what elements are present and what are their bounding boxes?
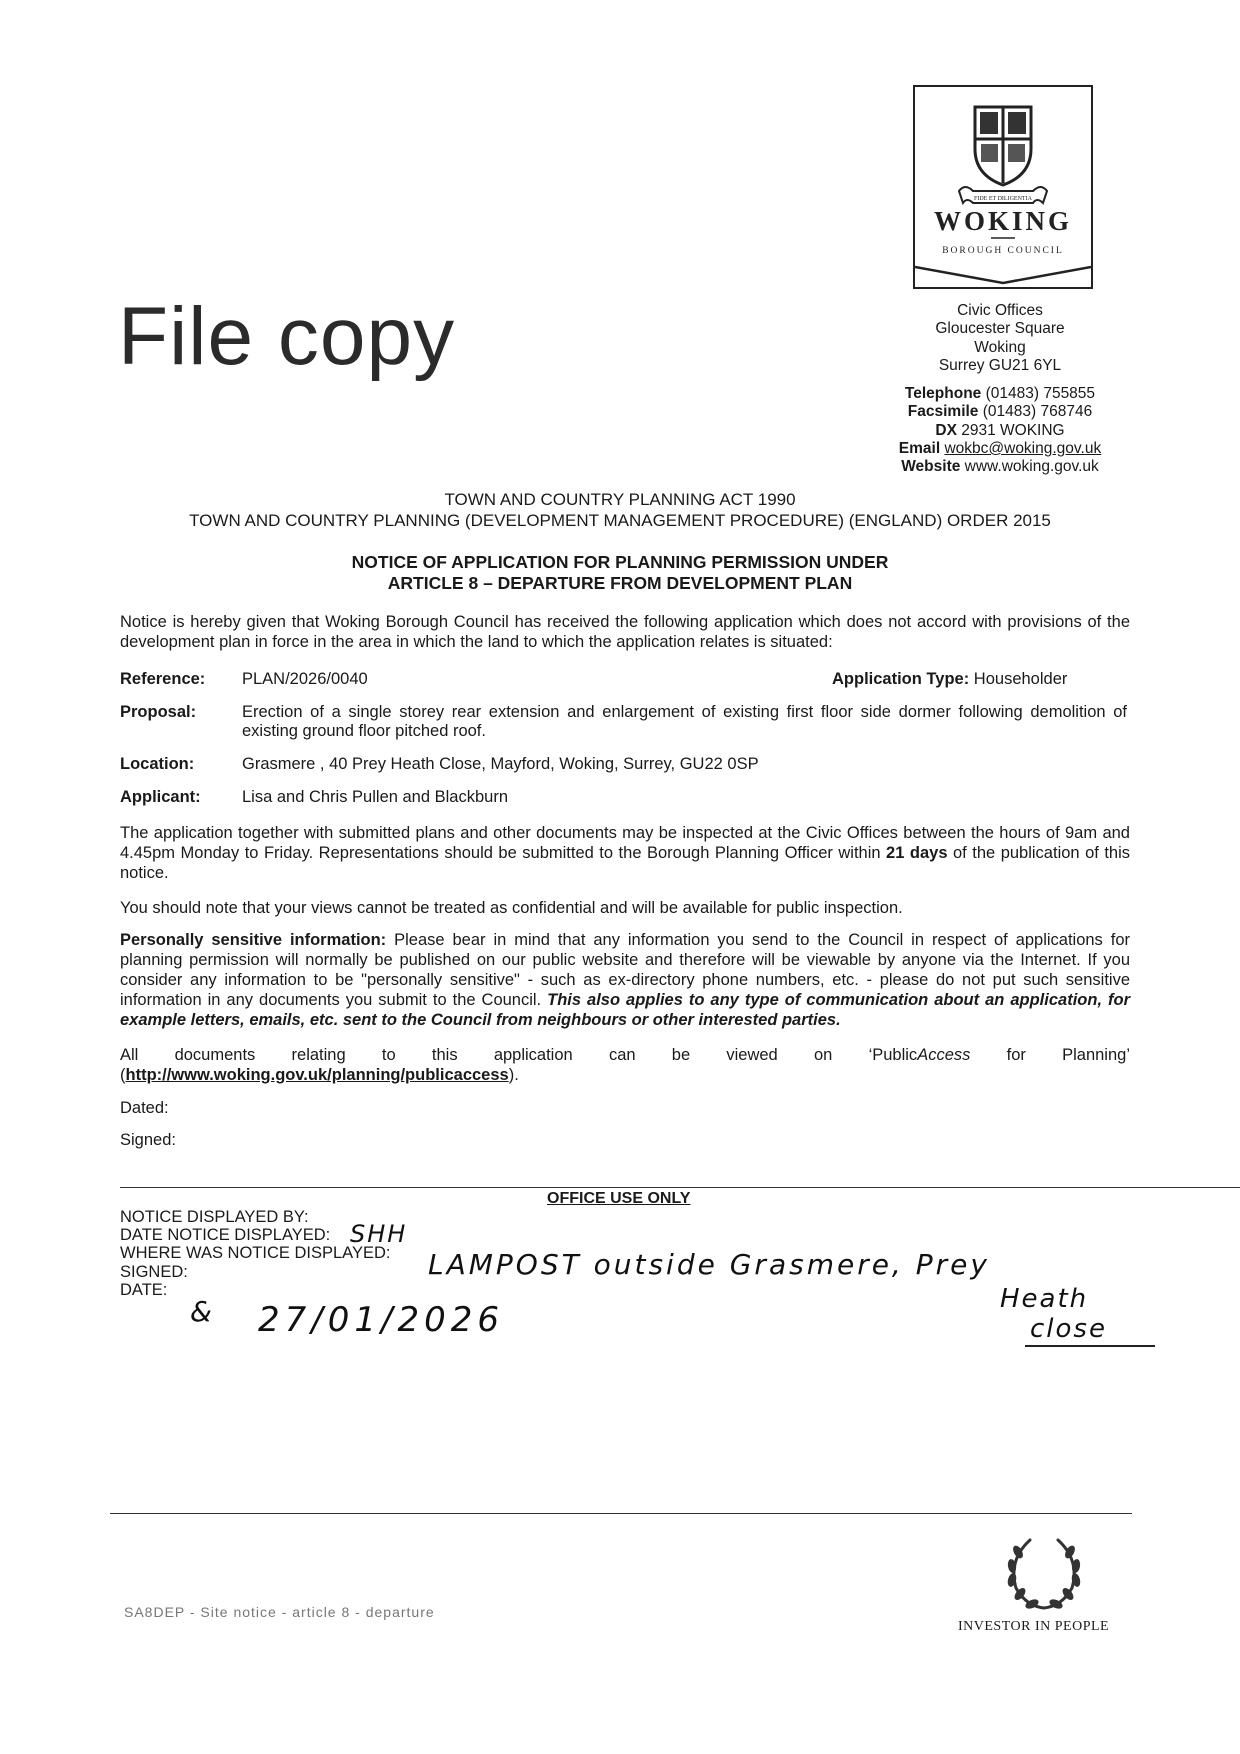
public-text: ‘Public (868, 1046, 918, 1064)
dated-label: Dated: (120, 1099, 169, 1117)
woking-logo (913, 85, 1093, 289)
public-access-line-1 (120, 1045, 1130, 1065)
dx-row (860, 422, 1140, 440)
confidential-paragraph: You should note that your views cannot be treated as confidential and will be available for public inspection. (120, 899, 903, 917)
location-label: Location: (120, 755, 195, 773)
signed-label: Signed: (120, 1131, 176, 1149)
public-access-line-2 (120, 1065, 1130, 1085)
word: application (493, 1046, 573, 1064)
address-line-4: Surrey GU21 6YL (938, 356, 1062, 374)
intro-paragraph: Notice is hereby given that Woking Borough Council has received the following application which does not accord with provisions of the development plan in force in the area in which the land to which the application relates is situated: (120, 613, 1130, 651)
file-copy-stamp: File copy (118, 291, 456, 382)
public-access-link[interactable]: http://www.woking.gov.uk/planning/publicaccess (125, 1066, 509, 1084)
word: can (608, 1046, 636, 1064)
office-signed-label: SIGNED: (120, 1262, 188, 1281)
reference-label: Reference: (120, 670, 206, 688)
inspection-text-end: of the publication of this notice. (120, 844, 1131, 882)
email-link[interactable]: wokbc@woking.gov.uk (944, 439, 1102, 457)
word: be (671, 1046, 691, 1064)
proposal-value: Erection of a single storey rear extension and enlargement of existing first floor side dormer following demolition of existing ground floor pitched roof. (242, 703, 1127, 740)
handwritten-underline (1025, 1345, 1155, 1347)
app-type-value: Householder (973, 670, 1068, 688)
applicant-value: Lisa and Chris Pullen and Blackburn (242, 788, 508, 806)
word: Planning’ (1062, 1046, 1130, 1064)
email-row (860, 440, 1140, 458)
address-line-2: Gloucester Square (935, 320, 1065, 338)
inspection-days: 21 days (886, 844, 948, 862)
footer-divider (110, 1513, 1132, 1514)
handwritten-location-2: Heath (1000, 1284, 1089, 1314)
logo-motto: FIDE ET DILIGENTIA (974, 196, 1032, 202)
facsimile-row (860, 403, 1140, 421)
word: documents (174, 1046, 256, 1064)
document-code: SA8DEP - Site notice - article 8 - departure (124, 1604, 435, 1620)
facsimile-label: Facsimile (907, 403, 979, 421)
word: relating (291, 1046, 346, 1064)
logo-subtitle: BOROUGH COUNCIL (942, 246, 1064, 256)
telephone-row (860, 385, 1140, 403)
facsimile-value: (01483) 768746 (982, 403, 1093, 421)
handwritten-mark: & (190, 1295, 214, 1328)
notice-title-line-1: NOTICE OF APPLICATION FOR PLANNING PERMISSION UNDER (351, 552, 889, 572)
address-line-1: Civic Offices (957, 302, 1043, 319)
word: for (1006, 1046, 1026, 1064)
public-access-paragraph (120, 1045, 1130, 1085)
office-date-label: DATE: (120, 1280, 168, 1299)
displayed-by-label: NOTICE DISPLAYED BY: (120, 1208, 309, 1226)
date-displayed-label: DATE NOTICE DISPLAYED: (120, 1226, 331, 1245)
laurel-wreath-icon (1000, 1530, 1088, 1614)
access-text: Access (917, 1046, 971, 1064)
notice-title-line-2: ARTICLE 8 – DEPARTURE FROM DEVELOPMENT PLAN (387, 572, 853, 593)
open-paren: ( (120, 1066, 126, 1084)
application-type (832, 670, 1067, 689)
applicant-label: Applicant: (120, 788, 201, 806)
council-address (860, 302, 1140, 375)
logo-name: WOKING (933, 206, 1073, 236)
telephone-value: (01483) 755855 (985, 385, 1096, 402)
website-row (860, 458, 1140, 476)
proposal-label: Proposal: (120, 703, 197, 721)
address-line-3: Woking (974, 338, 1026, 356)
telephone-label: Telephone (904, 385, 982, 402)
act-line-2: TOWN AND COUNTRY PLANNING (DEVELOPMENT MANAGEMENT PROCEDURE) (ENGLAND) ORDER 2015 (189, 510, 1051, 530)
handwritten-location-3: close (1030, 1314, 1107, 1344)
act-line-1: TOWN AND COUNTRY PLANNING ACT 1990 (444, 490, 796, 509)
handwritten-location: LAMPOST outside Grasmere, Prey (428, 1248, 990, 1281)
sensitive-label: Personally sensitive information: (120, 931, 387, 949)
handwritten-date: 27/01/2026 (258, 1300, 504, 1340)
handwritten-initials: SHH (350, 1220, 408, 1248)
dx-value: 2931 WOKING (961, 421, 1065, 439)
dx-label: DX (935, 421, 957, 439)
word: this (431, 1046, 458, 1064)
word: to (381, 1046, 396, 1064)
legislation-header (120, 490, 1120, 531)
location-value: Grasmere , 40 Prey Heath Close, Mayford, Woking, Surrey, GU22 0SP (242, 755, 759, 773)
app-type-label: Application Type: (832, 670, 970, 688)
word: viewed (726, 1046, 778, 1064)
inspection-text: The application together with submitted plans and other documents may be inspected at the Civic Offices between the hours of 9am and 4.45pm Monday to Friday. Representations should be submitted to the Borough Planning Officer within (120, 824, 1130, 862)
close-paren: ). (508, 1066, 519, 1084)
investor-in-people-label: INVESTOR IN PEOPLE (958, 1619, 1110, 1634)
website-label: Website (901, 458, 961, 476)
office-use-title: OFFICE USE ONLY (547, 1190, 691, 1207)
investor-in-people-logo (1000, 1530, 1088, 1619)
inspection-paragraph (120, 823, 1130, 883)
sensitive-emphasis: This also applies to any type of communication about an application, for example letters, emails, etc. sent to the Council from neighbours or other interested parties. (120, 991, 1131, 1029)
sensitive-paragraph (120, 930, 1130, 1030)
sensitive-text: Please bear in mind that any information you send to the Council in respect of applications for planning permission will normally be published on our public website and therefore will be viewable by anyone via the Internet. If you consider any information to be "personally sensitive" - such as ex-directory phone numbers, etc. - please do not put such sensitive information in any documents you submit to the Council. (120, 931, 1130, 1009)
public-access-word (869, 1045, 971, 1065)
where-displayed-label: WHERE WAS NOTICE DISPLAYED: (120, 1244, 391, 1263)
website-link[interactable]: www.woking.gov.uk (964, 458, 1099, 476)
office-divider (120, 1187, 1240, 1188)
crest-icon (915, 87, 1091, 287)
email-label: Email (898, 439, 941, 457)
council-contacts (860, 385, 1140, 476)
notice-title (120, 552, 1120, 593)
word: on (813, 1046, 833, 1064)
reference-value: PLAN/2026/0040 (242, 670, 368, 688)
word: All (120, 1046, 139, 1064)
